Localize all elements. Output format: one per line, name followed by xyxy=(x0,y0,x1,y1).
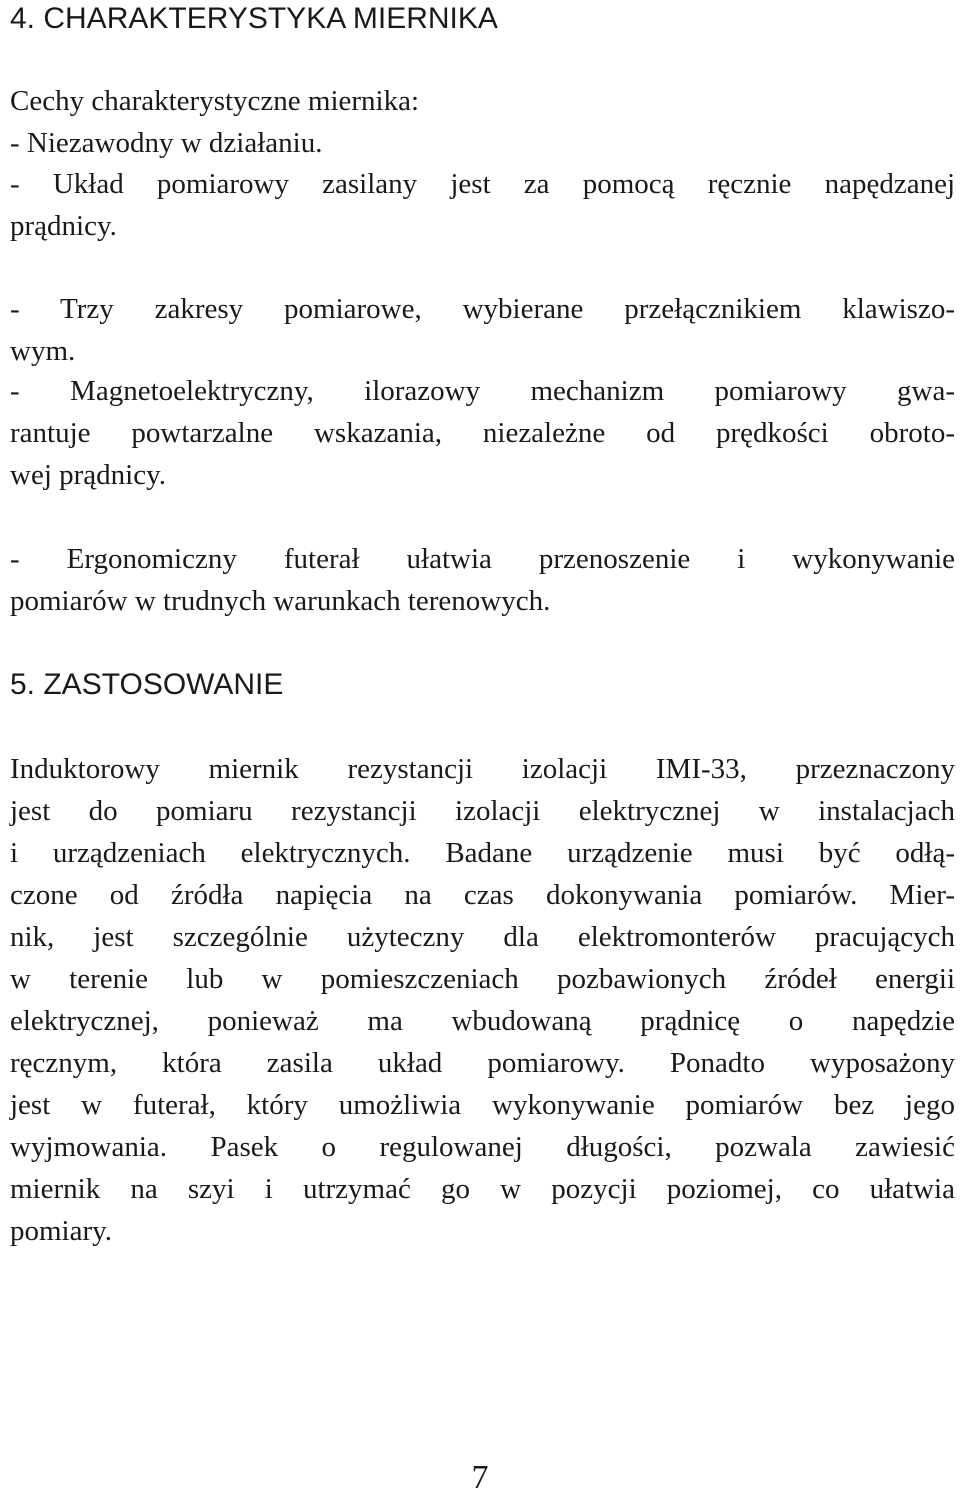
usage-line: czone od źródła napięcia na czas dokonywania pomiarów. Mier- xyxy=(10,879,955,911)
feature-line: pomiarów w trudnych warunkach terenowych. xyxy=(10,585,551,617)
feature-item xyxy=(10,288,955,372)
usage-line: ręcznym, która zasila układ pomiarowy. Ponadto wyposażony xyxy=(10,1047,955,1079)
usage-line: pomiary. xyxy=(10,1215,113,1247)
usage-line: miernik na szyi i utrzymać go w pozycji poziomej, co ułatwia xyxy=(10,1173,955,1205)
usage-line: wyjmowania. Pasek o regulowanej długości, pozwala zawiesić xyxy=(10,1131,955,1163)
usage-line: jest w futerał, który umożliwia wykonywanie pomiarów bez jego xyxy=(10,1089,955,1121)
section-4-heading: 4. CHARAKTERYSTYKA MIERNIKA xyxy=(10,2,498,35)
features-intro xyxy=(10,80,955,122)
usage-line: nik, jest szczególnie użyteczny dla elektromonterów pracujących xyxy=(10,921,955,953)
feature-line: - Magnetoelektryczny, ilorazowy mechanizm pomiarowy gwa- xyxy=(10,375,955,407)
feature-item xyxy=(10,370,955,496)
usage-line: Induktorowy miernik rezystancji izolacji IMI-33, przeznaczony xyxy=(10,753,955,785)
feature-line: - Ergonomiczny futerał ułatwia przenoszenie i wykonywanie xyxy=(10,543,955,575)
usage-line: elektrycznej, ponieważ ma wbudowaną prądnicę o napędzie xyxy=(10,1005,955,1037)
usage-line: jest do pomiaru rezystancji izolacji elektrycznej w instalacjach xyxy=(10,795,955,827)
feature-line: - Trzy zakresy pomiarowe, wybierane przełącznikiem klawiszo- xyxy=(10,293,955,325)
feature-item xyxy=(10,538,955,622)
feature-item xyxy=(10,122,955,164)
section-5-heading: 5. ZASTOSOWANIE xyxy=(10,668,284,701)
feature-line: - Układ pomiarowy zasilany jest za pomocą ręcznie napędzanej xyxy=(10,168,955,200)
usage-line: i urządzeniach elektrycznych. Badane urządzenie musi być odłą- xyxy=(10,837,955,869)
usage-paragraph xyxy=(10,748,955,1252)
feature-line: wym. xyxy=(10,335,76,367)
page-number: 7 xyxy=(471,1459,489,1496)
usage-line: w terenie lub w pomieszczeniach pozbawionych źródeł energii xyxy=(10,963,955,995)
feature-line: prądnicy. xyxy=(10,210,117,242)
feature-line: rantuje powtarzalne wskazania, niezależne od prędkości obroto- xyxy=(10,417,955,449)
feature-line: wej prądnicy. xyxy=(10,459,166,491)
features-intro-text: Cechy charakterystyczne miernika: xyxy=(10,85,420,117)
feature-item xyxy=(10,163,955,247)
feature-line: - Niezawodny w działaniu. xyxy=(10,127,323,159)
